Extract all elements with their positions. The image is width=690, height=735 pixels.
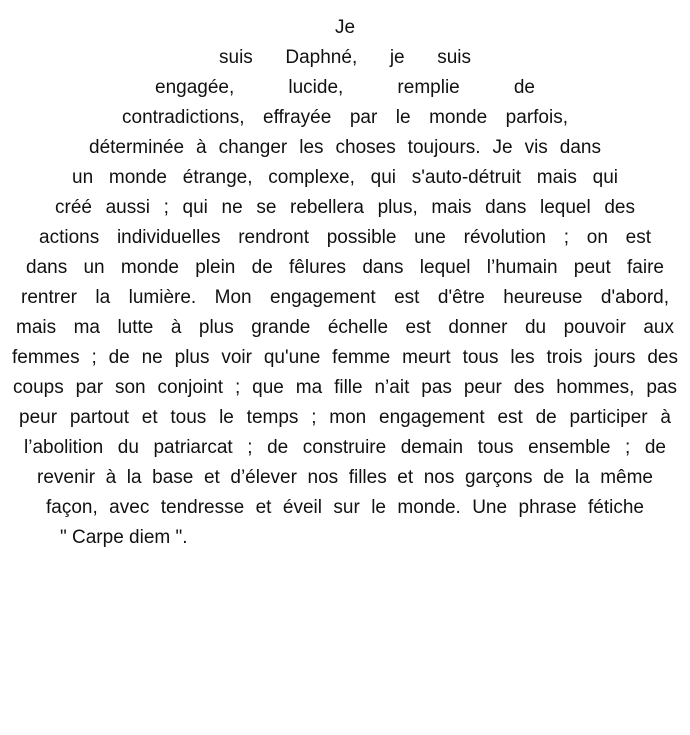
poem-line-18: " Carpe diem ".: [60, 527, 188, 548]
poem-line-10: rentrer la lumière. Mon engagement est d'être heureuse d'abord,: [21, 287, 669, 308]
poem-line-14: peur partout et tous le temps ; mon engagement est de participer à: [19, 407, 671, 428]
poem-line-3: engagée, lucide, remplie de: [155, 77, 535, 98]
poem-line-16: revenir à la base et d’élever nos filles et nos garçons de la même: [37, 467, 653, 488]
poem-line-15: l’abolition du patriarcat ; de construire demain tous ensemble ; de: [24, 437, 666, 458]
poem-line-8: actions individuelles rendront possible une révolution ; on est: [39, 227, 651, 248]
poem-line-4: contradictions, effrayée par le monde parfois,: [122, 107, 568, 128]
poem-line-1: Je: [334, 17, 356, 38]
poem-line-5: déterminée à changer les choses toujours. Je vis dans: [89, 137, 601, 158]
poem-line-12: femmes ; de ne plus voir qu'une femme meurt tous les trois jours des: [12, 347, 678, 368]
poem-line-6: un monde étrange, complexe, qui s'auto-détruit mais qui: [72, 167, 618, 188]
poem-line-2: suis Daphné, je suis: [219, 47, 471, 68]
poem-text-block: [0, 13, 690, 553]
poem-line-9: dans un monde plein de fêlures dans lequel l’humain peut faire: [26, 257, 664, 278]
poem-line-13: coups par son conjoint ; que ma fille n’ait pas peur des hommes, pas: [13, 377, 677, 398]
poem-line-17: façon, avec tendresse et éveil sur le monde. Une phrase fétiche: [46, 497, 644, 518]
poem-line-7: créé aussi ; qui ne se rebellera plus, mais dans lequel des: [55, 197, 635, 218]
poem-line-11: mais ma lutte à plus grande échelle est donner du pouvoir aux: [16, 317, 674, 338]
